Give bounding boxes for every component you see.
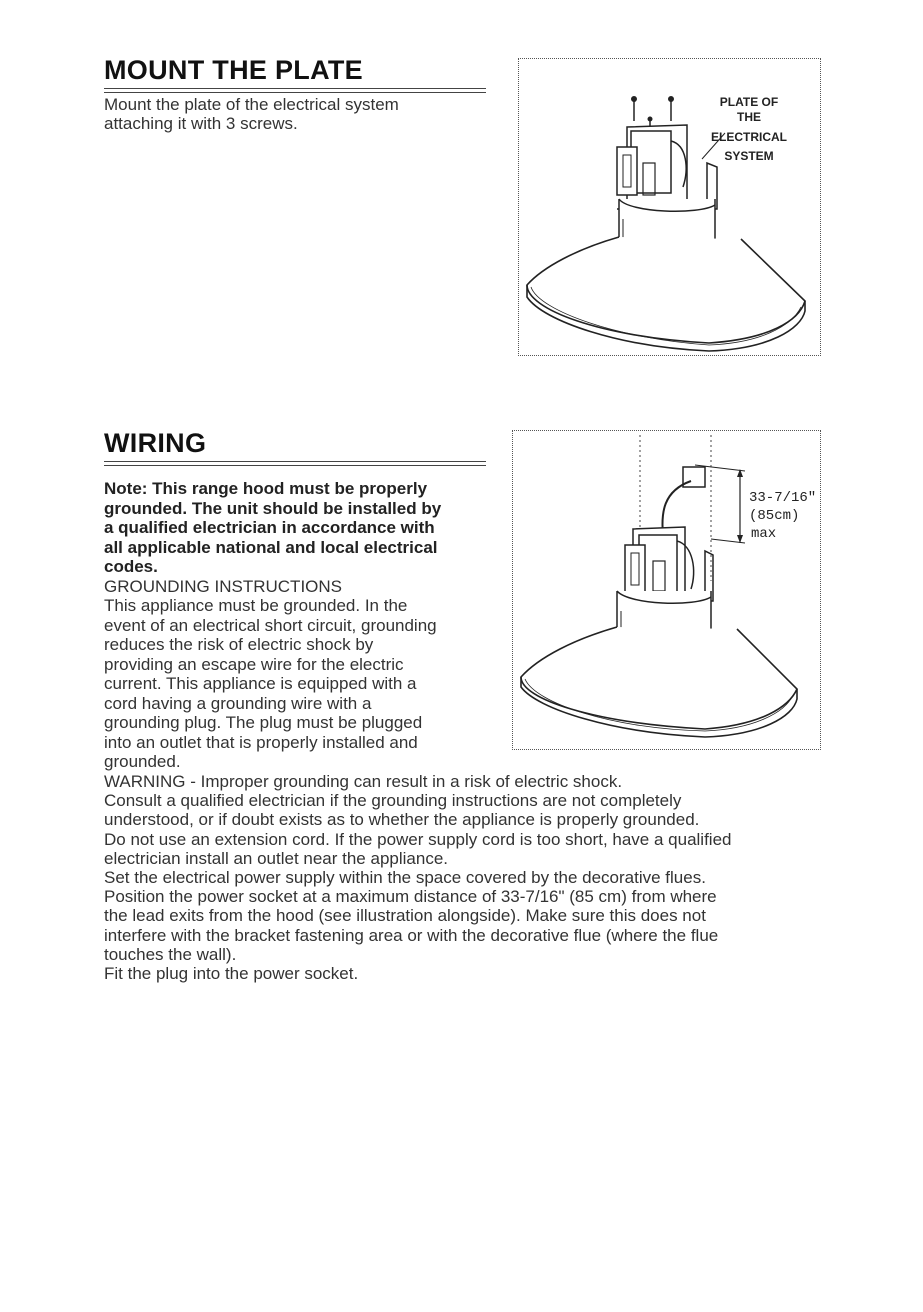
plate-mount-illustration bbox=[518, 58, 821, 356]
wiring-line: Position the power socket at a maximum distance of 33-7/16" (85 cm) from where bbox=[104, 887, 717, 907]
wiring-illustration bbox=[512, 430, 821, 750]
wiring-line: Do not use an extension cord. If the power supply cord is too short, have a qualified bbox=[104, 829, 732, 849]
note-line: grounded. The unit should be installed by bbox=[104, 498, 442, 518]
wiring-line: Fit the plug into the power socket. bbox=[104, 964, 359, 984]
grounding-line: cord having a grounding wire with a bbox=[104, 693, 372, 713]
heading-rule bbox=[104, 88, 486, 93]
mount-instructions-line: attaching it with 3 screws. bbox=[104, 114, 298, 133]
grounding-line: event of an electrical short circuit, grounding bbox=[104, 615, 437, 635]
grounding-line: grounding plug. The plug must be plugged bbox=[104, 713, 423, 732]
wiring-line: electrician install an outlet near the appliance. bbox=[104, 848, 448, 868]
grounding-line: current. This appliance is equipped with a bbox=[104, 674, 417, 693]
wiring-note bbox=[104, 479, 486, 772]
grounding-line: into an outlet that is properly installed and bbox=[104, 732, 418, 752]
wiring-line: touches the wall). bbox=[104, 944, 237, 964]
wiring-line: Set the electrical power supply within the space covered by the decorative flues. bbox=[104, 868, 706, 888]
grounding-instructions-title: GROUNDING INSTRUCTIONS bbox=[104, 576, 342, 596]
grounding-line: reduces the risk of electric shock by bbox=[104, 635, 374, 654]
section-heading-wiring: WIRING bbox=[104, 428, 207, 458]
grounding-line: providing an escape wire for the electric bbox=[104, 654, 404, 674]
heading-rule bbox=[104, 461, 486, 466]
dimension-label-line: 33-7/16" bbox=[749, 490, 817, 506]
wiring-line: Consult a qualified electrician if the grounding instructions are not completely bbox=[104, 791, 682, 811]
dimension-label-line: max bbox=[751, 526, 777, 542]
section-heading-mount-the-plate: MOUNT THE PLATE bbox=[104, 55, 363, 85]
wiring-line: the lead exits from the hood (see illustration alongside). Make sure this does not bbox=[104, 906, 706, 926]
wiring-instructions bbox=[104, 772, 824, 983]
dimension-label-line: (85cm) bbox=[749, 508, 800, 524]
note-line: all applicable national and local electrical bbox=[104, 537, 438, 557]
grounding-line: This appliance must be grounded. In the bbox=[104, 596, 408, 615]
plate-label-line: THE bbox=[737, 110, 761, 124]
mount-instructions bbox=[104, 95, 486, 133]
note-line: a qualified electrician in accordance with bbox=[104, 518, 435, 537]
plate-label-line: SYSTEM bbox=[724, 149, 774, 163]
note-line: Note: This range hood must be properly bbox=[104, 479, 428, 498]
wiring-line: interfere with the bracket fastening area or with the decorative flue (where the flue bbox=[104, 925, 719, 945]
mount-instructions-line: Mount the plate of the electrical system bbox=[104, 95, 399, 114]
note-line: codes. bbox=[104, 557, 158, 576]
plate-label-line: ELECTRICAL bbox=[711, 130, 787, 144]
wiring-line: WARNING - Improper grounding can result in a risk of electric shock. bbox=[104, 772, 623, 791]
wiring-line: understood, or if doubt exists as to whether the appliance is properly grounded. bbox=[104, 810, 700, 830]
plate-label-line: PLATE OF bbox=[719, 95, 779, 109]
grounding-line: grounded. bbox=[104, 752, 181, 771]
